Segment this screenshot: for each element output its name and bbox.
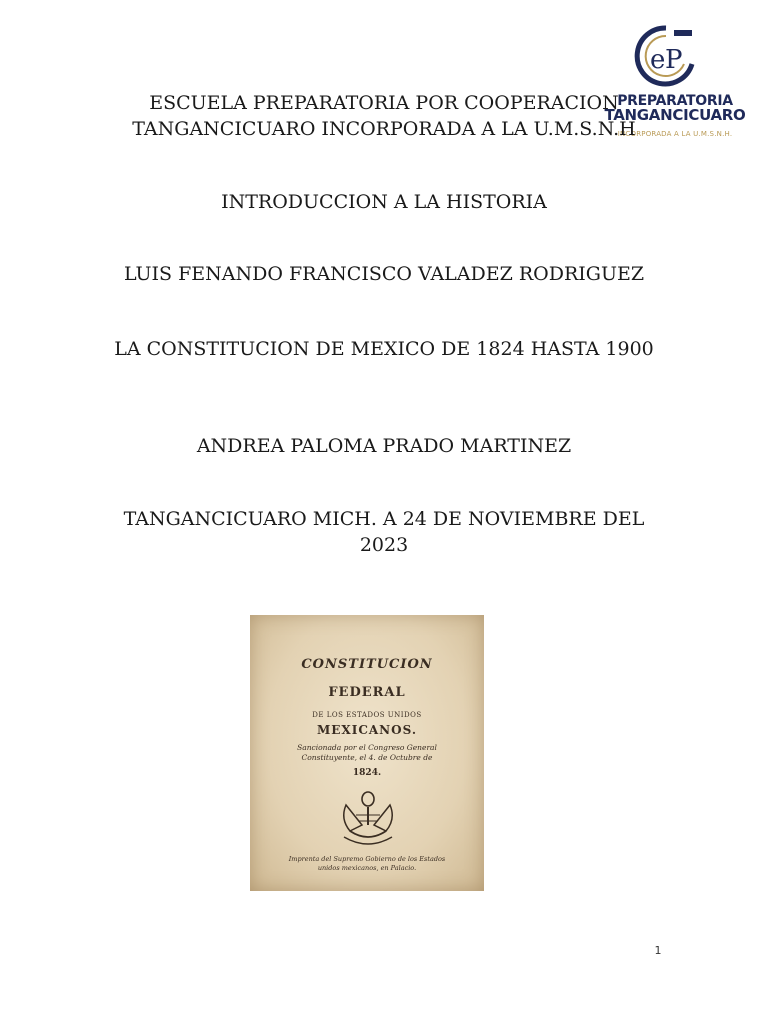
teacher-name: LUIS FENANDO FRANCISCO VALADEZ RODRIGUEZ [123,263,645,285]
cover-line5: Sancionada por el Congreso General Constituyente, el 4. de Octubre de [297,743,437,762]
cover-line1: CONSTITUCION [301,657,433,672]
cover-line7: Imprenta del Supremo Gobierno de los Estados unidos mexicanos, en Palacio. [288,855,446,872]
place-and-date: TANGANCICUARO MICH. A 24 DE NOVIEMBRE DEL 2023 [123,508,645,556]
eagle-coat-of-arms-icon [338,785,398,853]
logo-line1: PREPARATORIA [617,93,733,109]
svg-text:e: e [650,45,666,75]
page-number: 1 [654,944,662,957]
cover-line2: FEDERAL [328,685,406,700]
constitution-cover-image [250,615,484,891]
student-name: ANDREA PALOMA PRADO MARTINEZ [196,435,572,457]
school-emblem-icon [634,24,698,90]
cover-line6: 1824. [352,768,382,778]
logo-subtitle: INCORPORADA A LA U.M.S.N.H. [617,130,733,138]
school-name-line1: ESCUELA PREPARATORIA POR COOPERACION [149,92,619,114]
school-name-line2: TANGANCICUARO INCORPORADA A LA U.M.S.N.H [132,118,636,140]
logo-line2: TANGANCICUARO [604,106,746,124]
cover-line3: DE LOS ESTADOS UNIDOS [312,711,422,719]
document-title: LA CONSTITUCION DE MEXICO DE 1824 HASTA 1900 [114,338,654,360]
cover-line4: MEXICANOS. [316,723,418,737]
subject: INTRODUCCION A LA HISTORIA [221,191,547,213]
svg-text:P: P [665,45,683,75]
